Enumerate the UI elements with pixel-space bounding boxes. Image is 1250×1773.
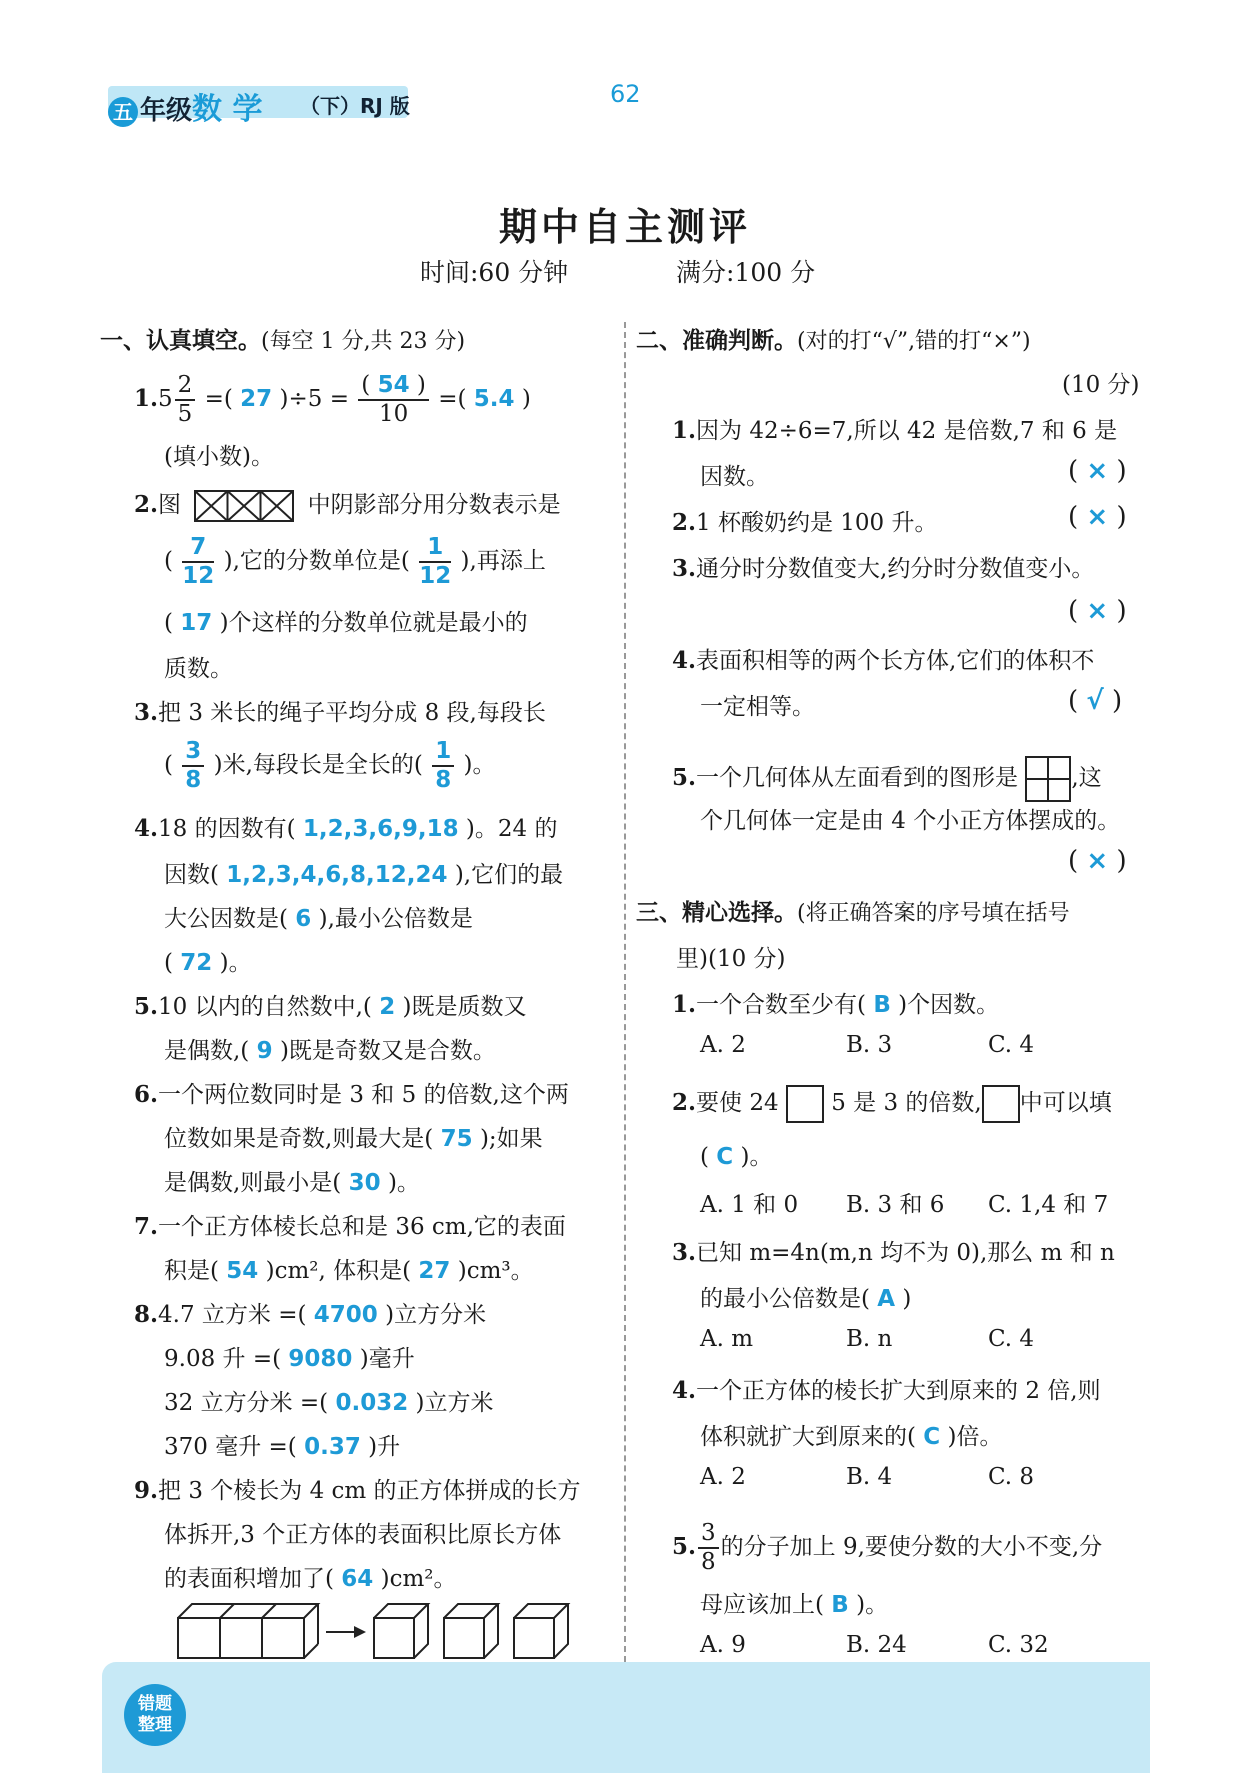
choice-3: 3.已知 m=4n(m,n 均不为 0),那么 m 和 n	[672, 1239, 1115, 1266]
page-title: 期中自主测评	[498, 204, 751, 249]
question-1-2: 2.图 中阴影部分用分数表示是	[134, 486, 561, 522]
judge-5-answer: ( × )	[1068, 846, 1127, 876]
choice-4: 4.一个正方体的棱长扩大到原来的 2 倍,则	[672, 1377, 1101, 1404]
question-1-3: 3.把 3 米长的绳子平均分成 8 段,每段长	[134, 699, 546, 726]
question-1-8: 8.4.7 立方米 =( 4700 )立方分米	[134, 1301, 487, 1328]
section-2-heading: 二、准确判断。(对的打“√”,错的打“×”)	[636, 328, 1031, 354]
choice-5: 5. $\frac{3}{8}$ 的分子加上 9,要使分数的大小不变,分	[672, 1520, 1103, 1575]
time-limit: 时间:60 分钟	[420, 258, 569, 287]
choice-1: 1.一个合数至少有( B )个因数。	[672, 991, 1000, 1018]
section-1-heading: 一、认真填空。(每空 1 分,共 23 分)	[100, 328, 466, 354]
judge-1-answer: ( × )	[1068, 456, 1127, 486]
cube-split-figure	[176, 1600, 576, 1662]
shaded-rectangle-figure	[194, 490, 294, 522]
judge-4-answer: ( √ )	[1068, 686, 1123, 716]
grade-label: 五 年级数 学	[108, 84, 262, 128]
edition-label: （下）RJ 版	[300, 94, 410, 118]
section-3-heading: 三、精心选择。(将正确答案的序号填在括号	[636, 900, 1070, 926]
judge-5: 5.一个几何体从左面看到的图形是 ,这	[672, 756, 1102, 802]
column-divider	[624, 322, 626, 1662]
question-1-5: 5.10 以内的自然数中,( 2 )既是质数又	[134, 993, 527, 1020]
blank-box	[786, 1085, 824, 1123]
judge-3: 3.通分时分数值变大,约分时分数值变小。	[672, 555, 1095, 582]
judge-1: 1.因为 42÷6=7,所以 42 是倍数,7 和 6 是	[672, 417, 1118, 444]
left-view-grid-figure	[1025, 756, 1071, 802]
question-1-7: 7.一个正方体棱长总和是 36 cm,它的表面	[134, 1213, 566, 1240]
question-1-4: 4.18 的因数有( 1,2,3,6,9,18 )。24 的	[134, 815, 558, 842]
judge-2-answer: ( × )	[1068, 502, 1127, 532]
page-number: 62	[610, 80, 641, 108]
choice-2: 2.要使 24 5 是 3 的倍数, 中可以填	[672, 1084, 1112, 1123]
wrong-question-badge: 错题 整理	[124, 1684, 186, 1746]
footer-band	[102, 1662, 1150, 1773]
subject-label: 数 学	[192, 92, 263, 127]
section-2-score: (10 分)	[1062, 372, 1140, 398]
question-1-1: 1.5 $\frac{2}{5}$ =( 27 )÷5 = $\frac{( 54 )}{10}$ =( 5.4 )	[134, 372, 531, 427]
question-1-6: 6.一个两位数同时是 3 和 5 的倍数,这个两	[134, 1081, 569, 1108]
question-1-9: 9.把 3 个棱长为 4 cm 的正方体拼成的长方	[134, 1477, 581, 1504]
judge-3-answer: ( × )	[1068, 596, 1127, 626]
judge-2: 2.1 杯酸奶约是 100 升。	[672, 509, 938, 536]
judge-4: 4.表面积相等的两个长方体,它们的体积不	[672, 647, 1095, 674]
blank-box	[982, 1085, 1020, 1123]
full-score: 满分:100 分	[676, 258, 816, 287]
